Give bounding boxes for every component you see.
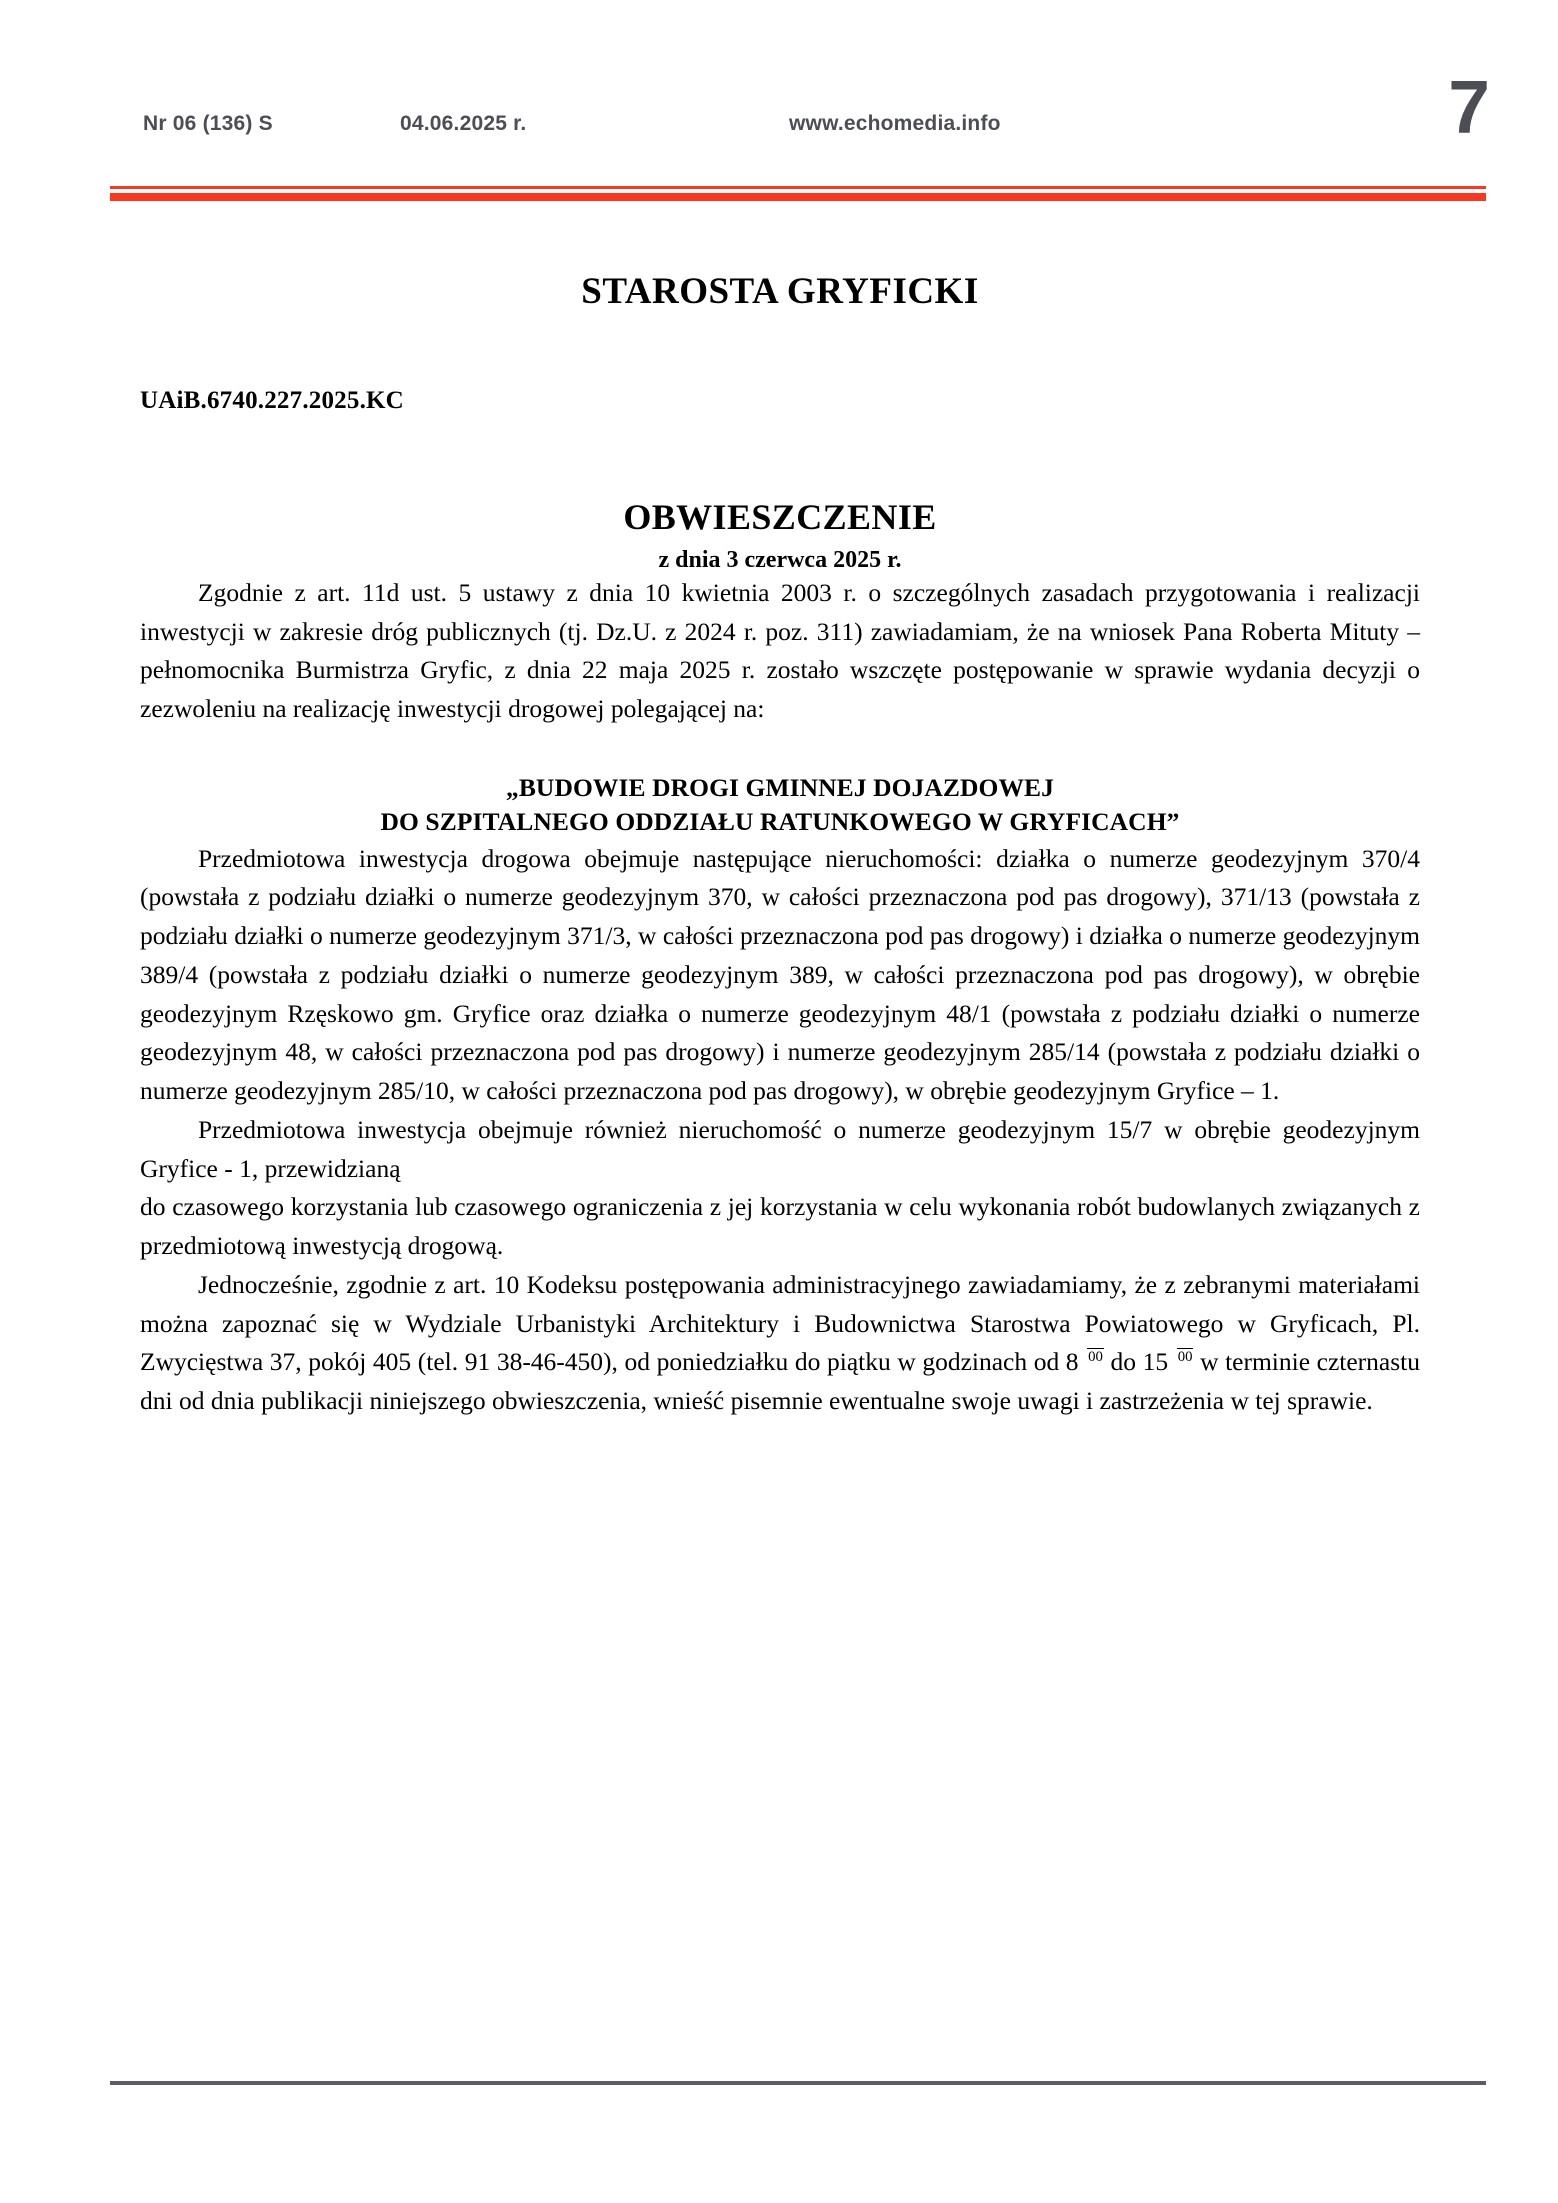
notice-body [140,270,1420,1421]
notice-info-text-part-1: Jednocześnie, zgodnie z art. 10 Kodeksu postępowania administracyjnego zawiadamiamy, że z zebranymi materiałami można zapoznać się w Wydziale Urbanistyki Architektury i Budownictwa Starostwa Powiatowego w Gryficach, Pl. Zwycięstwa 37, pokój 405 (tel. 91 38-46-450), od poniedziałku do piątku w godzinach od 8 [140,1269,1420,1377]
paragraph-temporary-use-continued: do czasowego korzystania lub czasowego ograniczenia z jej korzystania w celu wykonania robót budowlanych związanych z przedmiotową inwestycją drogową. [140,1192,1420,1261]
paragraph-temporary-use: Przedmiotowa inwestycja obejmuje również nieruchomość o numerze geodezyjnym 15/7 w obrębie geodezyjnym Gryfice - 1, przewidzianą [140,1114,1420,1183]
page-masthead [0,112,1558,152]
case-number: UAiB.6740.227.2025.KC [140,387,404,415]
project-name-line-2: DO SZPITALNEGO ODDZIAŁU RATUNKOWEGO W GRYFICACH” [380,807,1180,837]
issue-date: 04.06.2025 r. [400,112,527,135]
project-name-line-1: „BUDOWIE DROGI GMINNEJ DOJAZDOWEJ [505,772,1055,802]
closing-hour-minutes: 00 [1177,1348,1193,1365]
issue-number: Nr 06 (136) S [143,112,273,135]
project-name [140,771,1420,840]
notice-heading: OBWIESZCZENIE [623,497,937,538]
rule-thick-line [110,193,1486,201]
footer-rule [110,2081,1486,2085]
paragraph-parcels: Przedmiotowa inwestycja drogowa obejmuje następujące nieruchomości: działka o numerze geodezyjnym 370/4 (powstała z podziału działki o numerze geodezyjnym 370, w całości przeznaczona pod pas drogowy), 371/13 (powstała z podziału działki o numerze geodezyjnym 371/3, w całości przeznaczona pod pas drogowy) i działka o numerze geodezyjnym 389/4 (powstała z podziału działki o numerze geodezyjnym 389, w całości przeznaczona pod pas drogowy), w obrębie geodezyjnym Rzęskowo gm. Gryfice oraz działka o numerze geodezyjnym 48/1 (powstała z podziału działki o numerze geodezyjnym 48, w całości przeznaczona pod pas drogowy) i numerze geodezyjnym 285/14 (powstała z podziału działki o numerze geodezyjnym 285/10, w całości przeznaczona pod pas drogowy), w obrębie geodezyjnym Gryfice – 1. [140,843,1420,1106]
masthead-red-rule [110,186,1486,201]
notice-info-text-part-3: w terminie czternastu dni od dnia publikacji niniejszego obwieszczenia, wnieść pisemnie ewentualne swoje uwagi i zastrzeżenia w tej sprawie. [140,1347,1420,1416]
opening-hour-minutes: 00 [1088,1348,1103,1365]
page-title: STAROSTA GRYFICKI [581,271,979,312]
page-number: 7 [1448,65,1490,149]
notice-info-text-part-2: do 15 [1103,1347,1175,1377]
website-url: www.echomedia.info [789,112,1001,135]
paragraph-notice-information [140,1266,1420,1421]
paragraph-intro: Zgodnie z art. 11d ust. 5 ustawy z dnia 10 kwietnia 2003 r. o szczególnych zasadach przygotowania i realizacji inwestycji w zakresie dróg publicznych (tj. Dz.U. z 2024 r. poz. 311) zawiadamiam, że na wniosek Pana Roberta Mituty – pełnomocnika Burmistrza Gryfic, z dnia 22 maja 2025 r. zostało wszczęte postępowanie w sprawie wydania decyzji o zezwoleniu na realizację inwestycji drogowej polegającej na: [140,577,1420,724]
notice-date: z dnia 3 czerwca 2025 r. [658,546,902,573]
